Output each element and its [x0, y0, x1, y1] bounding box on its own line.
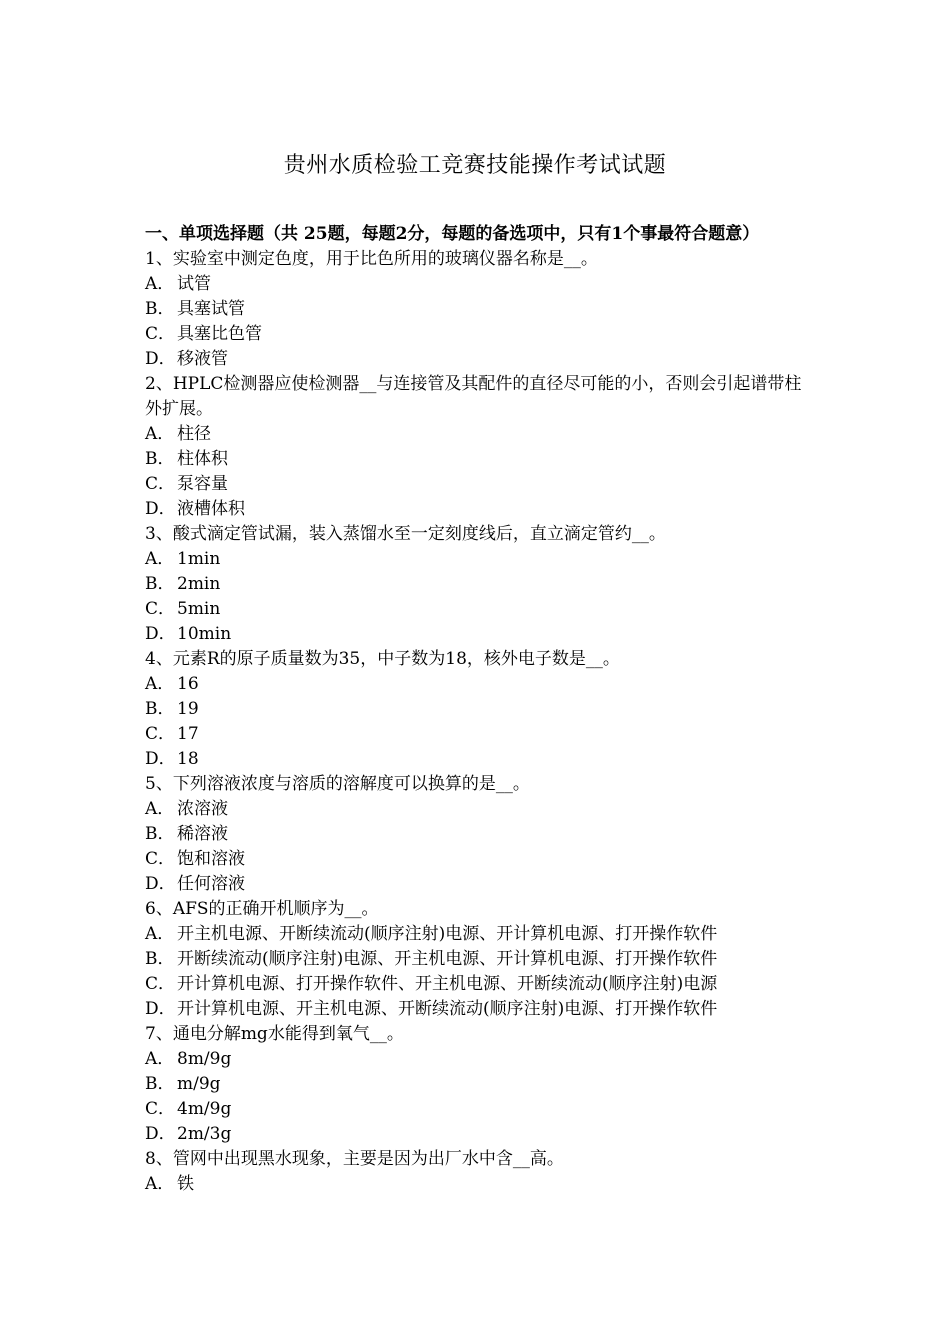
question-stem: 3、酸式滴定管试漏，装入蒸馏水至一定刻度线后，直立滴定管约__。: [145, 524, 666, 544]
question-stem: 1、实验室中测定色度，用于比色所用的玻璃仪器名称是__。: [145, 249, 598, 269]
option-text: 饱和溶液: [177, 849, 245, 869]
option-letter: D．: [145, 624, 176, 644]
option-text: m/9g: [177, 1074, 221, 1094]
option-text: 1min: [177, 549, 221, 569]
answer-option: [145, 347, 815, 372]
option-text: 10min: [177, 624, 232, 644]
option-text: 任何溶液: [177, 874, 245, 894]
answer-option: [145, 272, 815, 297]
section-heading: 一、单项选择题（共 25题，每题2分，每题的备选项中，只有1个事最符合题意）: [145, 224, 760, 244]
option-letter: C．: [145, 599, 176, 619]
option-letter: D．: [145, 499, 176, 519]
answer-option: [145, 822, 815, 847]
answer-option: [145, 972, 815, 997]
question-stem: 6、AFS的正确开机顺序为__。: [145, 899, 379, 919]
answer-option: [145, 997, 815, 1022]
answer-option: [145, 297, 815, 322]
option-text: 泵容量: [177, 474, 228, 494]
option-letter: A．: [145, 799, 175, 819]
question-block: [145, 772, 815, 897]
answer-option: [145, 1047, 815, 1072]
option-letter: D．: [145, 874, 176, 894]
option-text: 17: [177, 724, 199, 744]
option-text: 18: [177, 749, 199, 769]
option-letter: B．: [145, 299, 175, 319]
option-letter: C．: [145, 849, 176, 869]
answer-option: [145, 1097, 815, 1122]
question-block: [145, 1022, 815, 1147]
option-letter: B．: [145, 1074, 175, 1094]
document-title: 贵州水质检验工竞赛技能操作考试试题: [283, 153, 667, 178]
answer-option: [145, 1072, 815, 1097]
option-text: 具塞比色管: [177, 324, 262, 344]
option-letter: D．: [145, 749, 176, 769]
option-letter: A．: [145, 674, 175, 694]
option-text: 5min: [177, 599, 221, 619]
option-letter: B．: [145, 824, 175, 844]
option-text: 16: [177, 674, 199, 694]
option-letter: D．: [145, 1124, 176, 1144]
option-letter: D．: [145, 349, 176, 369]
option-letter: C．: [145, 324, 176, 344]
option-letter: A．: [145, 549, 175, 569]
option-text: 液槽体积: [177, 499, 245, 519]
option-letter: C．: [145, 474, 176, 494]
option-letter: C．: [145, 724, 176, 744]
option-letter: A．: [145, 424, 175, 444]
question-stem: 4、元素R的原子质量数为35，中子数为18，核外电子数是__。: [145, 649, 620, 669]
question-stem: 8、管网中出现黑水现象，主要是因为出厂水中含__高。: [145, 1149, 564, 1169]
question-stem: 5、下列溶液浓度与溶质的溶解度可以换算的是__。: [145, 774, 530, 794]
answer-option: [145, 697, 815, 722]
option-letter: A．: [145, 1174, 175, 1194]
question-stem: 7、通电分解mg水能得到氧气__。: [145, 1024, 404, 1044]
option-letter: B．: [145, 574, 175, 594]
option-letter: D．: [145, 999, 176, 1019]
answer-option: [145, 322, 815, 347]
question-stem: 2、HPLC检测器应使检测器__与连接管及其配件的直径尽可能的小，否则会引起谱带柱外扩展。: [145, 374, 802, 419]
option-text: 柱径: [177, 424, 211, 444]
option-letter: A．: [145, 274, 175, 294]
question-block: [145, 1147, 815, 1197]
option-text: 开主机电源、开断续流动(顺序注射)电源、开计算机电源、打开操作软件: [177, 924, 718, 944]
answer-option: [145, 847, 815, 872]
answer-option: [145, 922, 815, 947]
answer-option: [145, 1122, 815, 1147]
option-text: 2m/3g: [177, 1124, 232, 1144]
answer-option: [145, 797, 815, 822]
answer-option: [145, 747, 815, 772]
option-text: 铁: [177, 1174, 194, 1194]
option-text: 浓溶液: [177, 799, 228, 819]
option-letter: B．: [145, 949, 175, 969]
answer-option: [145, 872, 815, 897]
answer-option: [145, 722, 815, 747]
option-text: 柱体积: [177, 449, 228, 469]
answer-option: [145, 497, 815, 522]
question-block: [145, 372, 815, 522]
option-letter: A．: [145, 924, 175, 944]
option-letter: C．: [145, 974, 176, 994]
question-block: [145, 647, 815, 772]
option-letter: A．: [145, 1049, 175, 1069]
answer-option: [145, 447, 815, 472]
option-text: 4m/9g: [177, 1099, 232, 1119]
option-text: 8m/9g: [177, 1049, 232, 1069]
option-text: 移液管: [177, 349, 228, 369]
question-block: [145, 897, 815, 1022]
answer-option: [145, 597, 815, 622]
option-text: 开计算机电源、打开操作软件、开主机电源、开断续流动(顺序注射)电源: [177, 974, 718, 994]
answer-option: [145, 672, 815, 697]
option-text: 开计算机电源、开主机电源、开断续流动(顺序注射)电源、打开操作软件: [177, 999, 718, 1019]
option-text: 开断续流动(顺序注射)电源、开主机电源、开计算机电源、打开操作软件: [177, 949, 718, 969]
answer-option: [145, 472, 815, 497]
option-letter: B．: [145, 449, 175, 469]
answer-option: [145, 547, 815, 572]
option-text: 19: [177, 699, 199, 719]
document-body: [145, 222, 815, 1197]
question-block: [145, 247, 815, 372]
answer-option: [145, 622, 815, 647]
answer-option: [145, 572, 815, 597]
option-text: 试管: [177, 274, 211, 294]
question-block: [145, 522, 815, 647]
question-list: [145, 247, 815, 1197]
option-text: 具塞试管: [177, 299, 245, 319]
option-letter: C．: [145, 1099, 176, 1119]
option-text: 稀溶液: [177, 824, 228, 844]
option-text: 2min: [177, 574, 221, 594]
answer-option: [145, 422, 815, 447]
option-letter: B．: [145, 699, 175, 719]
answer-option: [145, 1172, 815, 1197]
answer-option: [145, 947, 815, 972]
